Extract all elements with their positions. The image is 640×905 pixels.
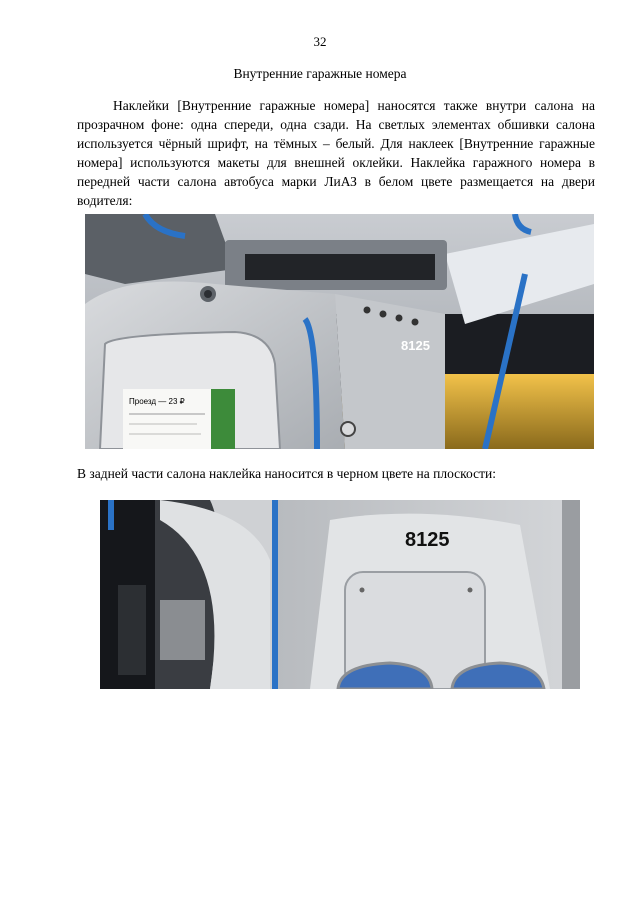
page-number: 32 — [313, 34, 327, 49]
body-paragraph: Наклейки [Внутренние гаражные номера] наносятся также внутри салона на прозрачном фоне: одна спереди, одна сзади. На светлых элементах обшивки салона используется чёрный шрифт, на тёмных – белый. Для наклеек [Внутренние гаражные номера] используются макеты для внешней оклейки. Наклейка гаражного номера в передней части салона автобуса марки ЛиАЗ в белом цвете размещается на двери водителя: — [77, 98, 595, 208]
rear-interior-photo — [100, 500, 580, 689]
garage-number-sticker-front: 8125 — [401, 338, 430, 353]
rear-caption: В задней части салона наклейка наносится в черном цвете на плоскости: — [77, 466, 496, 481]
front-interior-photo — [85, 214, 594, 449]
garage-number-sticker-rear: 8125 — [405, 529, 450, 551]
section-heading: Внутренние гаражные номера — [233, 66, 407, 81]
fare-sign-text: Проезд — 23 ₽ — [129, 397, 185, 406]
